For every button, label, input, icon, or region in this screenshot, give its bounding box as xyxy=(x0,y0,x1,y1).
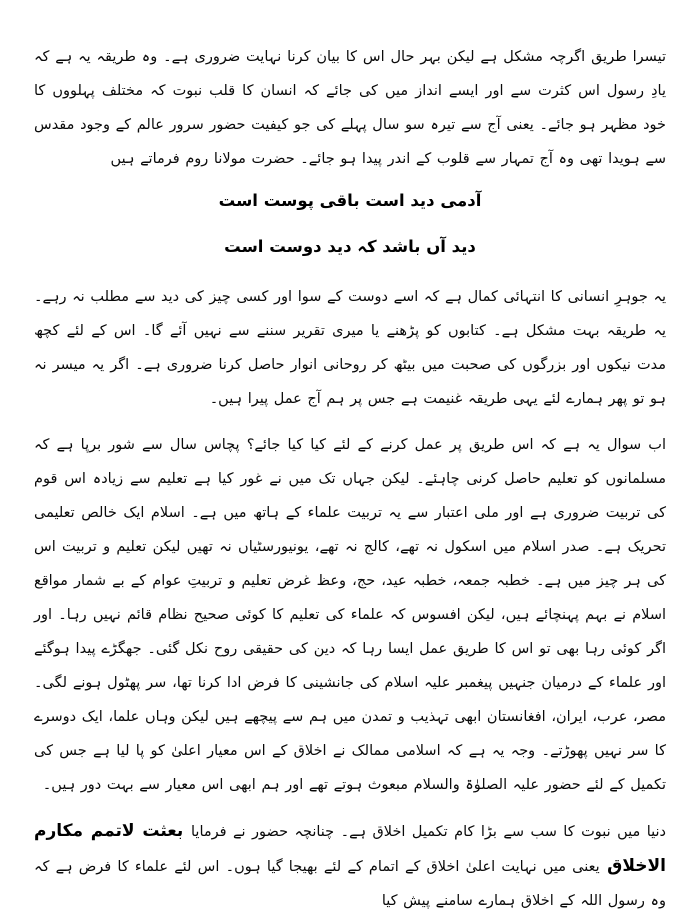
paragraph-3: اب سوال یہ ہے کہ اس طریق پر عمل کرنے کے لئے کیا کیا جائے؟ پچاس سال سے شور برپا ہے کہ مسلمانوں کو تعلیم حاصل کرنی چاہئے۔ لیکن جہاں تک میں نے غور کیا ہے تعلیم سے زیادہ اس قوم کی تربیت ضروری ہے اور ملی اعتبار سے یہ تربیت علماء کے ہاتھ میں ہے۔ اسلام ایک خالص تعلیمی تحریک ہے۔ صدر اسلام میں اسکول نہ تھے، کالج نہ تھے، یونیورسٹیاں نہ تھیں لیکن تعلیم و تربیت اس کی ہر چیز میں ہے۔ خطبہ جمعہ، خطبہ عید، حج، وعظ غرض تعلیم و تربیتِ عوام کے بے شمار مواقع اسلام نے بہم پہنچائے ہیں، لیکن افسوس کہ علماء کی تعلیم کا کوئی صحیح نظام قائم نہیں رہا۔ اور اگر کوئی رہا بھی تو اس کا طریق عمل ایسا رہا کہ دین کی حقیقی روح نکل گئی۔ جھگڑے پیدا ہوگئے اور علماء کے درمیان جنہیں پیغمبر علیہ اسلام کی جانشینی کا فرض ادا کرنا تھا، سر پھٹول ہونے لگی۔ مصر، عرب، ایران، افغانستان ابھی تہذیب و تمدن میں ہم سے پیچھے ہیں لیکن وہاں علما، ایک دوسرے کا سر نہیں پھوڑتے۔ وجہ یہ ہے کہ اسلامی ممالک نے اخلاق کے اس معیار اعلیٰ کو پا لیا ہے جس کی تکمیل کے لئے حضور علیہ الصلوٰۃ والسلام مبعوث ہوتے تھے اور ہم ابھی اس معیار سے بہت دور ہیں۔ xyxy=(34,437,666,793)
paragraph-2: یہ جوہرِ انسانی کا انتہائی کمال ہے کہ اسے دوست کے سوا اور کسی چیز کی دید سے مطلب نہ رہے۔ یہ طریقہ بہت مشکل ہے۔ کتابوں کو پڑھنے یا میری تقریر سننے سے نہیں آئے گا۔ اس کے لئے کچھ مدت نیکوں اور بزرگوں کی صحبت میں بیٹھ کر روحانی انوار حاصل کرنا ضروری ہے۔ اگر یہ میسر نہ ہو تو پھر ہمارے لئے یہی طریقہ غنیمت ہے جس پر ہم آج عمل پیرا ہیں۔ xyxy=(34,289,666,407)
paragraph-4-lead: دنیا میں نبوت کا سب سے بڑا کام تکمیل اخلاق ہے۔ چنانچہ حضور نے فرمایا xyxy=(191,824,666,840)
couplet-line-1: آدمی دید است باقی پوست است xyxy=(218,191,482,210)
paragraph-1: تیسرا طریق اگرچہ مشکل ہے لیکن بہر حال اس کا بیان کرنا نہایت ضروری ہے۔ وہ طریقہ یہ ہے کہ یادِ رسول اس کثرت سے اور ایسے انداز میں کی جائے کہ انسان کا قلب نبوت کہ مختلف پہلووں کا خود مظہر ہو جائے۔ یعنی آج سے تیرہ سو سال پہلے کی جو کیفیت حضور سرور عالم کے وجود مقدس سے ہویدا تھی وہ آج تمہار سے قلوب کے اندر پیدا ہو جائے۔ حضرت مولانا روم فرماتے ہیں xyxy=(34,49,666,167)
couplet-line-2: دید آں باشد کہ دید دوست است xyxy=(224,237,476,256)
paragraph-4 xyxy=(34,814,666,918)
paragraph-4-tail: یعنی میں نہایت اعلیٰ اخلاق کے اتمام کے لئے بھیجا گیا ہوں۔ اس لئے علماء کا فرض ہے کہ وہ رسول اللہ کے اخلاق ہمارے سامنے پیش کیا xyxy=(34,859,666,909)
hadith-quote: بعثت لاتمم مکارم الاخلاق xyxy=(34,821,666,876)
